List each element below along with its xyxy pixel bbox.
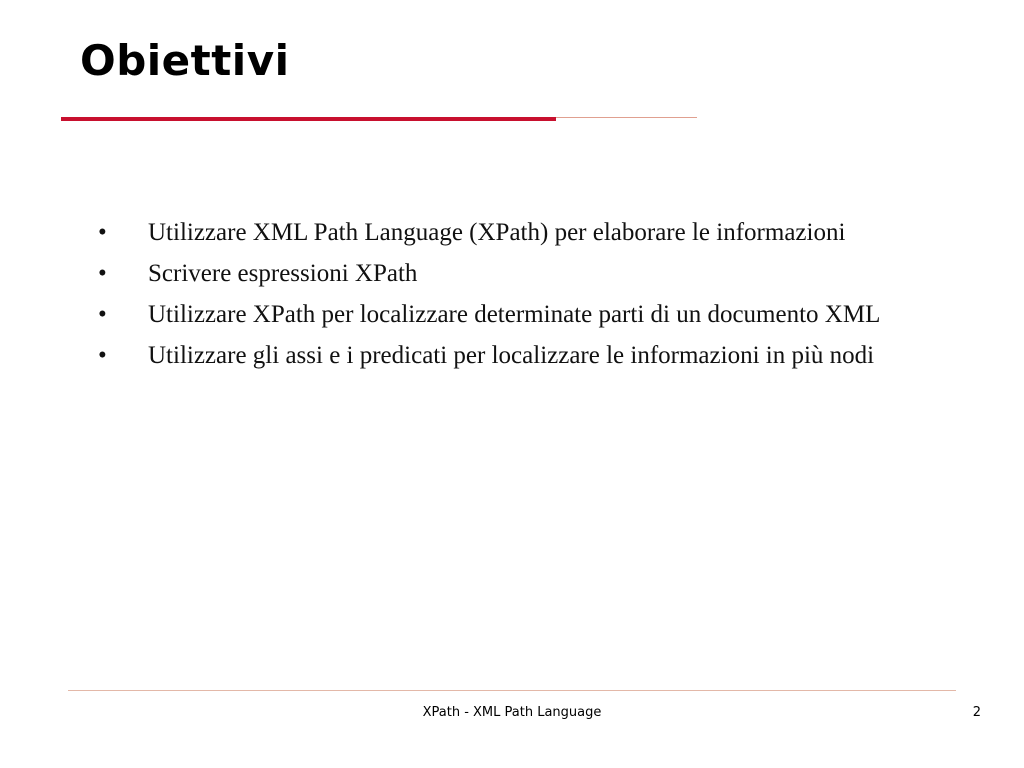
title-underline-accent <box>61 117 556 121</box>
footer-divider <box>68 690 956 691</box>
bullet-point-icon: • <box>98 260 107 287</box>
bullet-text: Utilizzare XML Path Language (XPath) per elaborare le informazioni <box>148 219 846 246</box>
slide-title: Obiettivi <box>80 36 290 85</box>
title-underline-thin <box>556 117 697 118</box>
bullet-point-icon: • <box>98 342 107 369</box>
bullet-text: Utilizzare XPath per localizzare determinate parti di un documento XML <box>148 301 881 328</box>
bullet-item <box>98 253 880 294</box>
bullet-item <box>98 212 880 253</box>
bullet-text: Scrivere espressioni XPath <box>148 260 418 287</box>
bullet-point-icon: • <box>98 219 107 246</box>
bullet-item <box>98 294 880 335</box>
footer-title: XPath - XML Path Language <box>422 705 602 720</box>
page-number: 2 <box>972 705 981 720</box>
bullet-text: Utilizzare gli assi e i predicati per localizzare le informazioni in più nodi <box>148 342 875 369</box>
bullet-point-icon: • <box>98 301 107 328</box>
bullet-list <box>98 212 880 376</box>
bullet-item <box>98 335 880 376</box>
